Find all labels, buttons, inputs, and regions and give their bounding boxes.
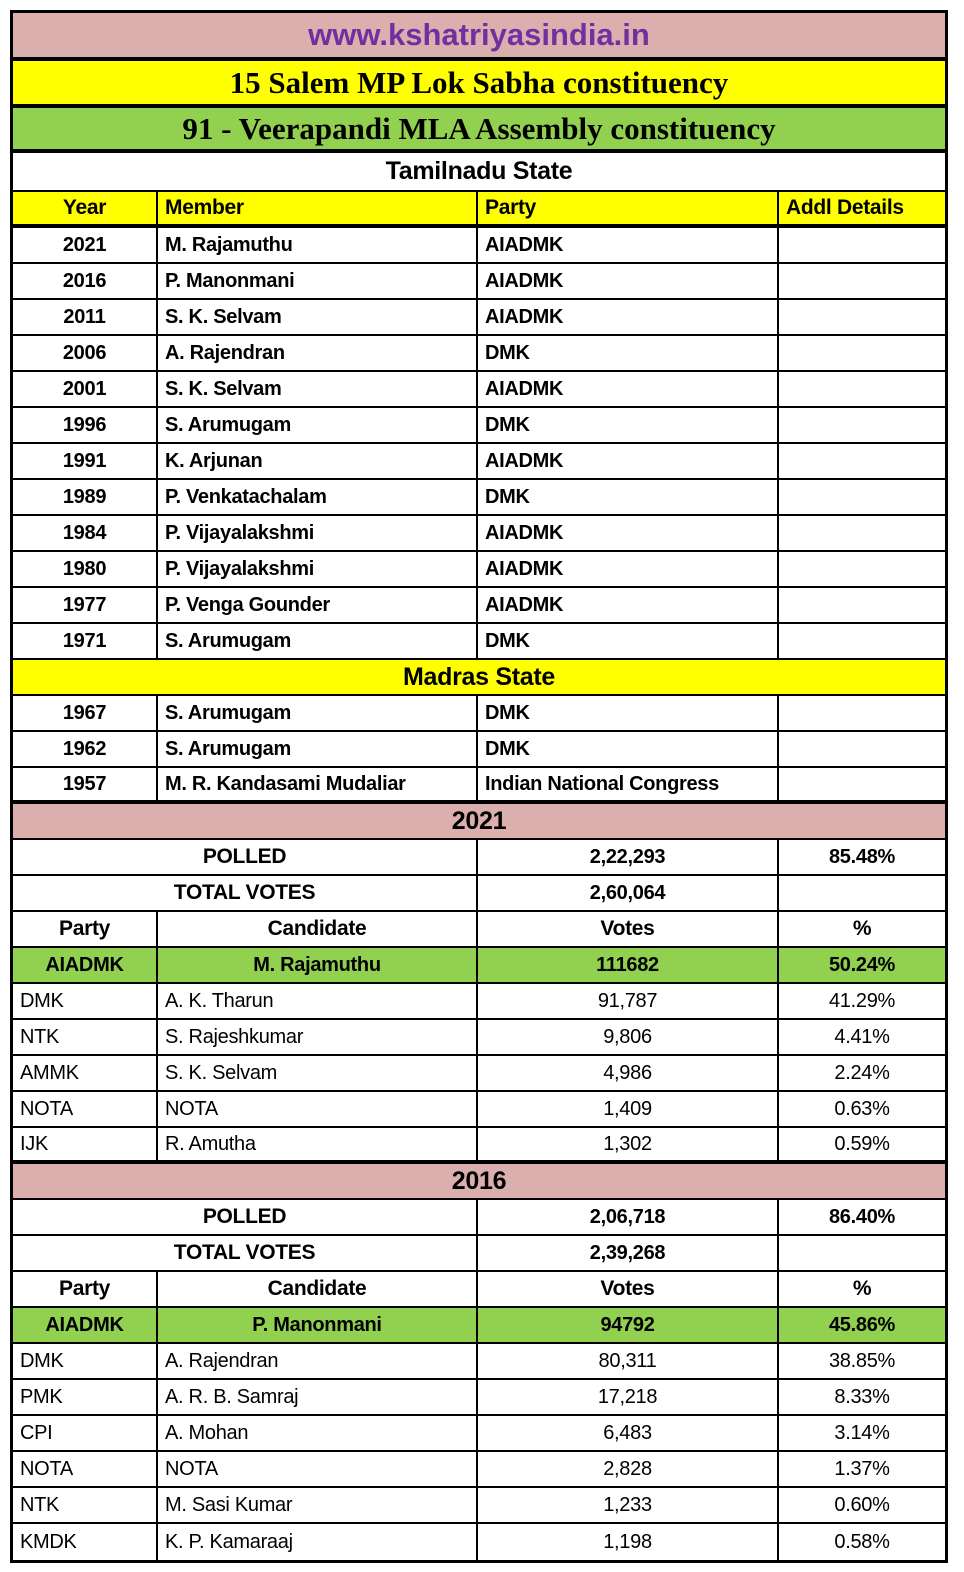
member-year: 2001	[13, 372, 158, 406]
member-year: 1984	[13, 516, 158, 550]
member-party: AIADMK	[478, 228, 779, 262]
member-addl	[779, 732, 945, 766]
site-banner	[13, 13, 945, 61]
member-row	[13, 444, 945, 480]
member-row	[13, 768, 945, 804]
member-name: M. R. Kandasami Mudaliar	[158, 768, 478, 800]
member-addl	[779, 336, 945, 370]
member-addl	[779, 624, 945, 658]
member-year: 1989	[13, 480, 158, 514]
candidate-name: M. Sasi Kumar	[158, 1488, 478, 1522]
member-name: S. Arumugam	[158, 732, 478, 766]
candidate-name: S. Rajeshkumar	[158, 1020, 478, 1054]
assembly-title: 91 - Veerapandi MLA Assembly constituency	[182, 110, 776, 146]
member-party: Indian National Congress	[478, 768, 779, 800]
candidate-name: A. K. Tharun	[158, 984, 478, 1018]
members-header-row	[13, 192, 945, 228]
winner-votes: 111682	[478, 948, 779, 982]
members-col-year: Year	[13, 192, 158, 224]
polled-votes: 2,06,718	[478, 1200, 779, 1234]
candidate-party: NOTA	[13, 1452, 158, 1486]
member-party: AIADMK	[478, 588, 779, 622]
candidate-party: DMK	[13, 984, 158, 1018]
election-year-label: 2016	[451, 1166, 507, 1195]
winner-row	[13, 948, 945, 984]
candidate-pct: 38.85%	[828, 1349, 896, 1372]
member-name: S. K. Selvam	[158, 372, 478, 406]
member-name: P. Manonmani	[158, 264, 478, 298]
candidate-row	[13, 1416, 945, 1452]
member-addl	[779, 408, 945, 442]
polled-pct: 85.48%	[828, 845, 896, 868]
candidate-party: NTK	[13, 1488, 158, 1522]
results-col-party: Party	[13, 912, 158, 946]
results-col-party: Party	[13, 1272, 158, 1306]
member-party: AIADMK	[478, 372, 779, 406]
election-year-band-2016	[13, 1164, 945, 1200]
member-year: 1980	[13, 552, 158, 586]
polled-votes: 2,22,293	[478, 840, 779, 874]
lok-sabha-title-row	[13, 61, 945, 108]
member-row	[13, 228, 945, 264]
candidate-pct: 0.58%	[834, 1530, 890, 1553]
site-url: www.kshatriyasindia.in	[308, 17, 650, 52]
member-party: DMK	[478, 408, 779, 442]
member-addl	[779, 696, 945, 730]
member-name: S. Arumugam	[158, 408, 478, 442]
candidate-name: NOTA	[158, 1092, 478, 1126]
results-col-pct: %	[852, 1277, 872, 1300]
member-addl	[779, 516, 945, 550]
member-addl	[779, 372, 945, 406]
member-row	[13, 372, 945, 408]
member-row	[13, 480, 945, 516]
member-year: 1967	[13, 696, 158, 730]
candidate-name: A. Rajendran	[158, 1344, 478, 1378]
member-row	[13, 408, 945, 444]
candidate-row	[13, 1524, 945, 1560]
polled-label: POLLED	[13, 1200, 478, 1234]
results-col-pct: %	[852, 917, 872, 940]
winner-party: AIADMK	[13, 1308, 158, 1342]
candidate-pct: 41.29%	[828, 989, 896, 1012]
polled-pct: 86.40%	[828, 1205, 896, 1228]
member-addl	[779, 300, 945, 334]
results-col-candidate: Candidate	[158, 1272, 478, 1306]
member-row	[13, 624, 945, 660]
member-party: DMK	[478, 336, 779, 370]
results-col-votes: Votes	[478, 912, 779, 946]
member-row	[13, 516, 945, 552]
member-party: DMK	[478, 624, 779, 658]
winner-candidate: M. Rajamuthu	[158, 948, 478, 982]
member-row	[13, 732, 945, 768]
candidate-party: AMMK	[13, 1056, 158, 1090]
total-votes-label: TOTAL VOTES	[13, 876, 478, 910]
total-votes-value: 2,39,268	[478, 1236, 779, 1270]
results-col-candidate: Candidate	[158, 912, 478, 946]
polled-row	[13, 1200, 945, 1236]
results-col-votes: Votes	[478, 1272, 779, 1306]
members-col-party: Party	[478, 192, 779, 224]
member-party: AIADMK	[478, 516, 779, 550]
member-year: 2016	[13, 264, 158, 298]
member-addl	[779, 444, 945, 478]
candidate-party: IJK	[13, 1128, 158, 1160]
winner-candidate: P. Manonmani	[158, 1308, 478, 1342]
member-name: M. Rajamuthu	[158, 228, 478, 262]
member-year: 1996	[13, 408, 158, 442]
candidate-votes: 1,302	[478, 1128, 779, 1160]
winner-pct: 45.86%	[828, 1313, 896, 1336]
candidate-party: NOTA	[13, 1092, 158, 1126]
total-votes-empty	[779, 1236, 945, 1270]
candidate-row	[13, 1344, 945, 1380]
member-row	[13, 696, 945, 732]
total-votes-empty	[779, 876, 945, 910]
candidate-votes: 9,806	[478, 1020, 779, 1054]
candidate-votes: 1,198	[478, 1524, 779, 1560]
member-addl	[779, 588, 945, 622]
member-year: 2006	[13, 336, 158, 370]
candidate-votes: 80,311	[478, 1344, 779, 1378]
state-band-label: Madras State	[402, 662, 555, 691]
polled-row	[13, 840, 945, 876]
candidate-pct: 3.14%	[834, 1421, 890, 1444]
member-party: AIADMK	[478, 300, 779, 334]
candidate-row	[13, 1056, 945, 1092]
candidate-pct: 0.59%	[834, 1132, 890, 1155]
constituency-sheet	[10, 10, 948, 1563]
candidate-party: DMK	[13, 1344, 158, 1378]
member-name: S. Arumugam	[158, 696, 478, 730]
member-party: AIADMK	[478, 444, 779, 478]
state-band-madras	[13, 660, 945, 696]
candidate-pct: 0.63%	[834, 1097, 890, 1120]
member-name: P. Venga Gounder	[158, 588, 478, 622]
member-year: 1962	[13, 732, 158, 766]
election-year-band-2021	[13, 804, 945, 840]
member-row	[13, 264, 945, 300]
candidate-pct: 2.24%	[834, 1061, 890, 1084]
candidate-name: K. P. Kamaraaj	[158, 1524, 478, 1560]
total-votes-label: TOTAL VOTES	[13, 1236, 478, 1270]
winner-votes: 94792	[478, 1308, 779, 1342]
member-party: AIADMK	[478, 552, 779, 586]
member-row	[13, 588, 945, 624]
polled-label: POLLED	[13, 840, 478, 874]
member-addl	[779, 228, 945, 262]
candidate-row	[13, 1128, 945, 1164]
candidate-row	[13, 1020, 945, 1056]
total-votes-value: 2,60,064	[478, 876, 779, 910]
winner-row	[13, 1308, 945, 1344]
results-header-row	[13, 1272, 945, 1308]
member-party: AIADMK	[478, 264, 779, 298]
total-votes-row	[13, 1236, 945, 1272]
member-party: DMK	[478, 480, 779, 514]
member-name: P. Vijayalakshmi	[158, 552, 478, 586]
candidate-votes: 91,787	[478, 984, 779, 1018]
results-header-row	[13, 912, 945, 948]
member-party: DMK	[478, 696, 779, 730]
candidate-votes: 17,218	[478, 1380, 779, 1414]
member-name: K. Arjunan	[158, 444, 478, 478]
member-name: P. Vijayalakshmi	[158, 516, 478, 550]
assembly-title-row	[13, 108, 945, 153]
total-votes-row	[13, 876, 945, 912]
member-year: 1991	[13, 444, 158, 478]
candidate-row	[13, 984, 945, 1020]
candidate-row	[13, 1092, 945, 1128]
member-addl	[779, 480, 945, 514]
winner-pct: 50.24%	[828, 953, 896, 976]
member-addl	[779, 264, 945, 298]
candidate-party: NTK	[13, 1020, 158, 1054]
member-row	[13, 552, 945, 588]
member-year: 2011	[13, 300, 158, 334]
candidate-name: NOTA	[158, 1452, 478, 1486]
member-party: DMK	[478, 732, 779, 766]
lok-sabha-title: 15 Salem MP Lok Sabha constituency	[229, 64, 729, 100]
candidate-name: S. K. Selvam	[158, 1056, 478, 1090]
state-band-label: Tamilnadu State	[385, 157, 573, 185]
member-row	[13, 336, 945, 372]
candidate-party: CPI	[13, 1416, 158, 1450]
candidate-votes: 4,986	[478, 1056, 779, 1090]
member-addl	[779, 768, 945, 800]
member-name: S. K. Selvam	[158, 300, 478, 334]
members-col-addl: Addl Details	[786, 196, 904, 219]
member-year: 2021	[13, 228, 158, 262]
member-row	[13, 300, 945, 336]
members-col-member: Member	[158, 192, 478, 224]
member-name: P. Venkatachalam	[158, 480, 478, 514]
candidate-name: R. Amutha	[158, 1128, 478, 1160]
candidate-row	[13, 1380, 945, 1416]
member-year: 1977	[13, 588, 158, 622]
candidate-pct: 0.60%	[834, 1493, 890, 1516]
candidate-row	[13, 1452, 945, 1488]
candidate-name: A. R. B. Samraj	[158, 1380, 478, 1414]
winner-party: AIADMK	[13, 948, 158, 982]
election-year-label: 2021	[451, 806, 507, 835]
state-band-tamilnadu	[13, 153, 945, 192]
candidate-pct: 1.37%	[834, 1457, 890, 1480]
member-year: 1971	[13, 624, 158, 658]
member-name: S. Arumugam	[158, 624, 478, 658]
candidate-name: A. Mohan	[158, 1416, 478, 1450]
member-name: A. Rajendran	[158, 336, 478, 370]
candidate-pct: 4.41%	[834, 1025, 890, 1048]
candidate-votes: 2,828	[478, 1452, 779, 1486]
candidate-votes: 1,409	[478, 1092, 779, 1126]
candidate-votes: 6,483	[478, 1416, 779, 1450]
candidate-row	[13, 1488, 945, 1524]
candidate-party: KMDK	[13, 1524, 158, 1560]
member-addl	[779, 552, 945, 586]
candidate-votes: 1,233	[478, 1488, 779, 1522]
candidate-party: PMK	[13, 1380, 158, 1414]
member-year: 1957	[13, 768, 158, 800]
candidate-pct: 8.33%	[834, 1385, 890, 1408]
